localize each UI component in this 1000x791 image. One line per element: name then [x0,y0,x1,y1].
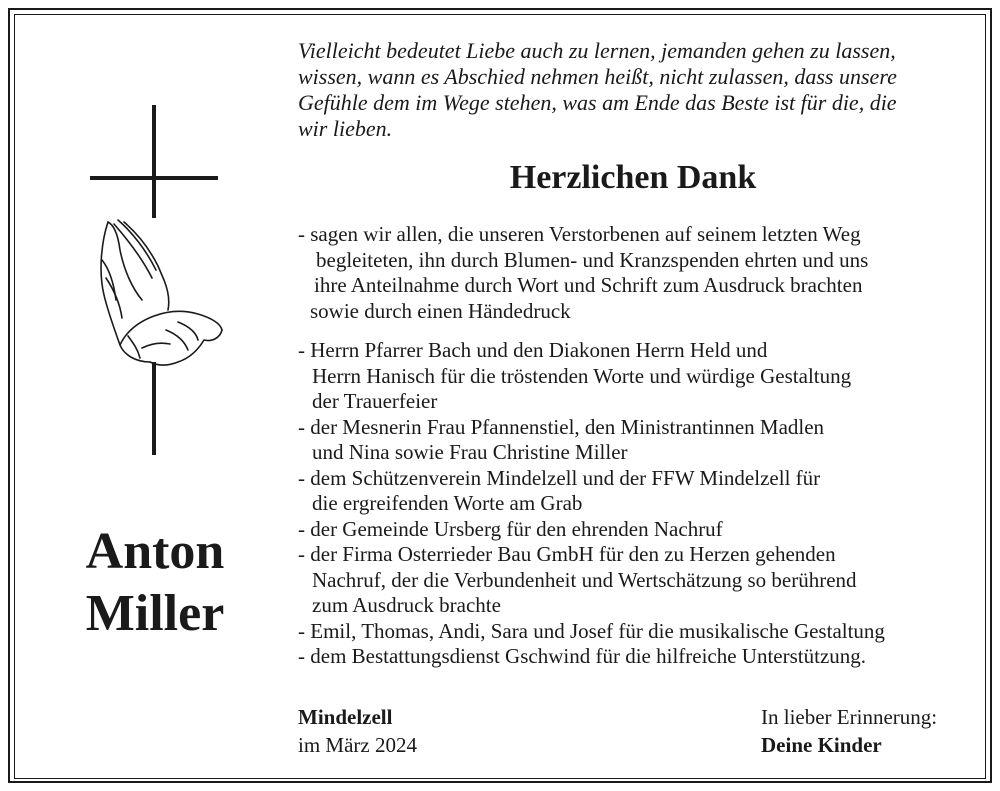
list-item: Herrn Hanisch für die tröstenden Worte und würdige Gestaltung [312,363,852,388]
list-item: der Trauerfeier [312,389,438,413]
thanks-list [298,338,885,670]
deceased-last-name: Miller [85,585,225,642]
quote-text [298,38,968,142]
list-item: und Nina sowie Frau Christine Miller [312,440,628,464]
intro-line: ihre Anteilnahme durch Wort und Schrift zum Ausdruck brachten [314,273,863,297]
list-item: - Herrn Pfarrer Bach und den Diakonen Herrn Held und [298,338,768,362]
list-item: zum Ausdruck brachte [312,593,501,617]
footer-signature [761,703,937,759]
intro-paragraph [298,222,868,324]
intro-line: - sagen wir allen, die unseren Verstorbenen auf seinem letzten Weg [298,222,861,246]
list-item: - der Firma Osterrieder Bau GmbH für den zu Herzen gehenden [298,542,836,566]
praying-hands-icon [101,220,222,365]
quote-line: Gefühle dem im Wege stehen, was am Ende das Beste ist für die, die [298,90,897,115]
list-item: die ergreifenden Worte am Grab [312,491,583,515]
place: Mindelzell [298,705,393,729]
intro-line: sowie durch einen Händedruck [310,298,571,323]
signature: Deine Kinder [761,733,882,757]
date: im März 2024 [298,733,417,757]
cross-icon [80,100,240,460]
list-item: - der Mesnerin Frau Pfannenstiel, den Ministrantinnen Madlen [298,414,825,439]
quote-line: wissen, wann es Abschied nehmen heißt, nicht zulassen, dass unsere [298,64,897,89]
intro-line: begleiteten, ihn durch Blumen- und Kranzspenden ehrten und uns [316,247,869,272]
list-item: - dem Bestattungsdienst Gschwind für die hilfreiche Unterstützung. [298,644,867,668]
deceased-first-name: Anton [85,523,225,580]
closing: In lieber Erinnerung: [761,705,938,729]
list-item: - dem Schützenverein Mindelzell und der FFW Mindelzell für [298,465,821,490]
list-item: Nachruf, der die Verbundenheit und Wertschätzung so berührend [312,567,857,592]
heading: Herzlichen Dank [509,159,757,196]
quote-line: Vielleicht bedeutet Liebe auch zu lernen, jemanden gehen zu lassen, [298,38,896,63]
list-item: - der Gemeinde Ursberg für den ehrenden Nachruf [298,516,723,541]
list-item: - Emil, Thomas, Andi, Sara und Josef für die musikalische Gestaltung [298,618,885,643]
quote-line: wir lieben. [298,116,393,141]
footer-place-date [298,703,417,759]
